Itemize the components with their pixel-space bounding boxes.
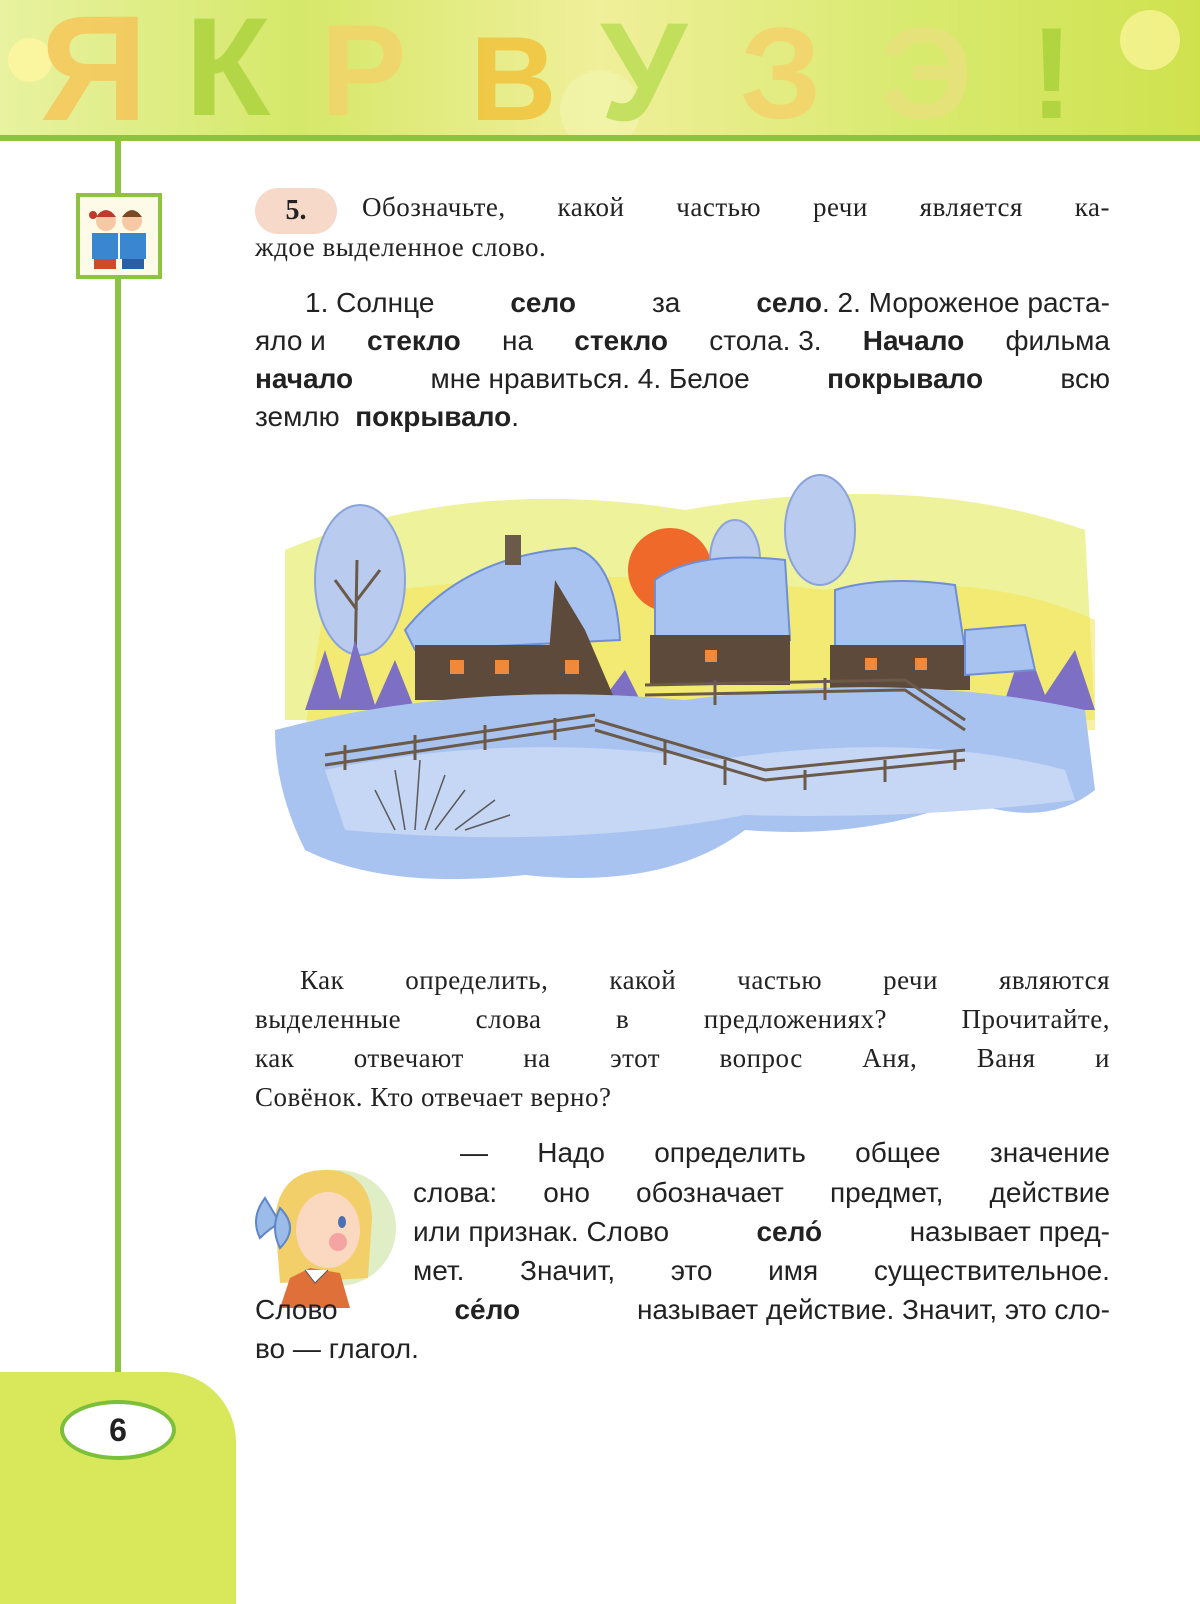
banner-letter: У (600, 0, 688, 135)
task-prompt-line: Обозначьте, какой частью речи является ка- (362, 192, 1110, 222)
banner-divider (0, 135, 1200, 141)
task-prompt-line: ждое выделенное слово. (255, 232, 547, 262)
answer-line: — Надо определить общее значение (460, 1137, 1110, 1168)
banner-letter: В (470, 12, 557, 135)
header-banner (0, 0, 1200, 135)
anya-portrait (250, 1158, 400, 1308)
answer-line: Слово се́ло называет действие. Значит, это сло- (255, 1294, 1110, 1325)
read-together-icon (76, 193, 162, 279)
exercise-line: яло и стекло на стекло стола. 3. Начало фильма (255, 325, 1110, 356)
question-line: Совёнок. Кто отвечает верно? (255, 1082, 612, 1112)
answer-line: во — глагол. (255, 1333, 419, 1364)
answer-line: или признак. Слово село́ называет пред- (413, 1216, 1110, 1247)
question-line: выделенные слова в предложениях? Прочитайте, (255, 1004, 1110, 1034)
exercise-line: 1. Солнце село за село. 2. Мороженое раста- (305, 287, 1110, 318)
page-number: 6 (60, 1400, 176, 1460)
answer-line: слова: оно обозначает предмет, действие (413, 1177, 1110, 1208)
task-number-badge: 5. (255, 188, 337, 234)
margin-rule (115, 141, 121, 1406)
banner-letter: Я (40, 0, 148, 135)
banner-letter: З (740, 0, 822, 135)
banner-letter: Р (320, 0, 407, 135)
banner-letter: Э (880, 0, 973, 135)
exercise-line: землю покрывало. (255, 401, 520, 432)
letters-decoration (0, 0, 1200, 135)
question-line: как отвечают на этот вопрос Аня, Ваня и (255, 1043, 1110, 1073)
winter-village-illustration (265, 470, 1120, 910)
answer-line: мет. Значит, это имя существительное. (413, 1255, 1110, 1286)
banner-letter: К (185, 0, 271, 135)
question-line: Как определить, какой частью речи являются (300, 965, 1110, 995)
exercise-line: начало мне нравиться. 4. Белое покрывало всю (255, 363, 1110, 394)
banner-letter: ! (1030, 0, 1074, 135)
